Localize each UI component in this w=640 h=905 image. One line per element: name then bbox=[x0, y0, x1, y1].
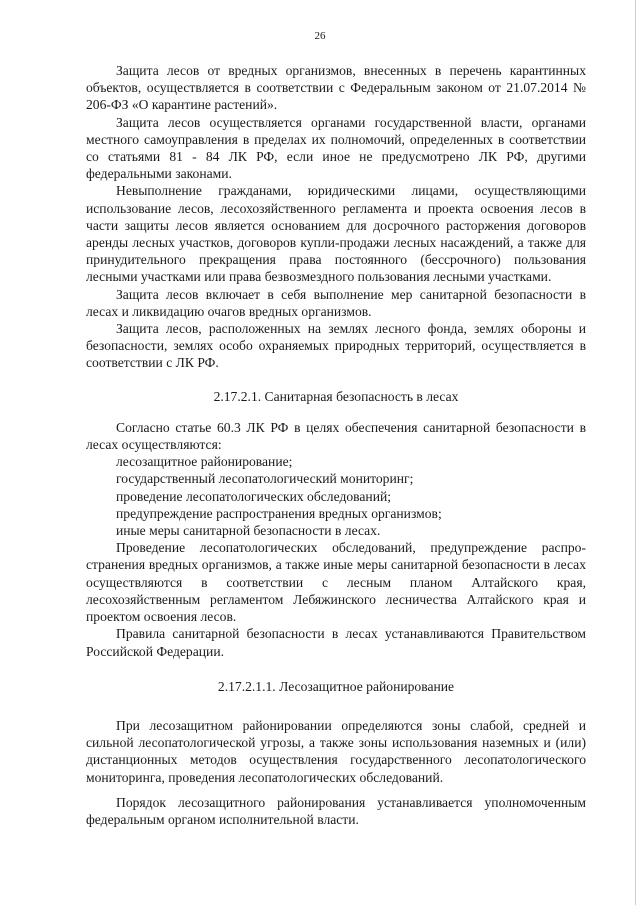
paragraph-quarantine: Защита лесов от вредных организмов, внесенных в перечень карантинных объектов, осуществляется в соответствии с Федеральным законом от 21.07.2014 № 206-ФЗ «О карантине растений». bbox=[86, 63, 586, 113]
paragraph-protected-lands: Защита лесов, расположенных на землях лесного фонда, землях обороны и безопасности, землях особо охраняемых природных территорий, осуществляется в соответствии с ЛК РФ. bbox=[86, 321, 586, 371]
paragraph-zoning-details: При лесозащитном районировании определяются зоны слабой, средней и сильной лесопатологической угрозы, а также зоны использования наземных и (или) дистанционных методов осуществления государственного лесопатологического мониторинга, проведения лесопатологических обследований. bbox=[86, 717, 586, 785]
paragraph-violations: Невыполнение гражданами, юридическими лицами, осуществляющими использование лесов, лесохозяйственного регламента и проекта освоения лесов в части защиты лесов является основанием для досрочного расторжения договоров аренды лесных участков, договоров купли-продажи лесных насаждений, а также для принудительного прекращения права постоянного (бессрочного) пользования лесными участками или права безвозмездного пользования лесными участками. bbox=[86, 183, 586, 285]
paragraph-protection-scope: Защита лесов включает в себя выполнение мер санитарной безопасности в лесах и ликвидацию очагов вредных организмов. bbox=[86, 286, 586, 319]
document-body bbox=[86, 62, 586, 828]
list-item-other-measures: иные меры санитарной безопасности в лесах. bbox=[116, 523, 381, 539]
paragraph-authorities: Защита лесов осуществляется органами государственной власти, органами местного самоуправления в пределах их полномочий, определенных в соответствии со статьями 81 - 84 ЛК РФ, если иное не предусмотрено ЛК РФ, другими федеральными законами. bbox=[86, 114, 586, 182]
paragraph-rules: Правила санитарной безопасности в лесах устанавливаются Правительством Российской Федерации. bbox=[86, 626, 586, 659]
list-item-surveys: проведение лесопатологических обследований; bbox=[116, 488, 392, 504]
section-heading-zoning: 2.17.2.1.1. Лесозащитное районирование bbox=[217, 678, 455, 694]
paragraph-intro: Согласно статье 60.3 ЛК РФ в целях обеспечения санитарной безопасности в лесах осуществляются: bbox=[86, 419, 586, 453]
list-item-zoning: лесозащитное районирование; bbox=[116, 454, 293, 470]
list-item-monitoring: государственный лесопатологический мониторинг; bbox=[116, 471, 414, 487]
scan-edge-line bbox=[635, 0, 636, 905]
page-number: 26 bbox=[314, 30, 326, 42]
paragraph-surveys-basis: Проведение лесопатологических обследований, предупреждение распространения вредных организмов, а также иные меры санитарной безопасности в лесах осуществляются в соответствии с лесным планом Алтайского края, лесохозяйственным регламентом Лебяжинского лесничества Алтайского края и проектом освоения лесов. bbox=[86, 540, 586, 625]
section-heading-sanitary-safety: 2.17.2.1. Санитарная безопасность в лесах bbox=[213, 388, 459, 404]
list-item-prevention: предупреждение распространения вредных организмов; bbox=[116, 505, 442, 521]
paragraph-zoning-procedure: Порядок лесозащитного районирования устанавливается уполномоченным федеральным органом исполнительной власти. bbox=[86, 794, 586, 827]
